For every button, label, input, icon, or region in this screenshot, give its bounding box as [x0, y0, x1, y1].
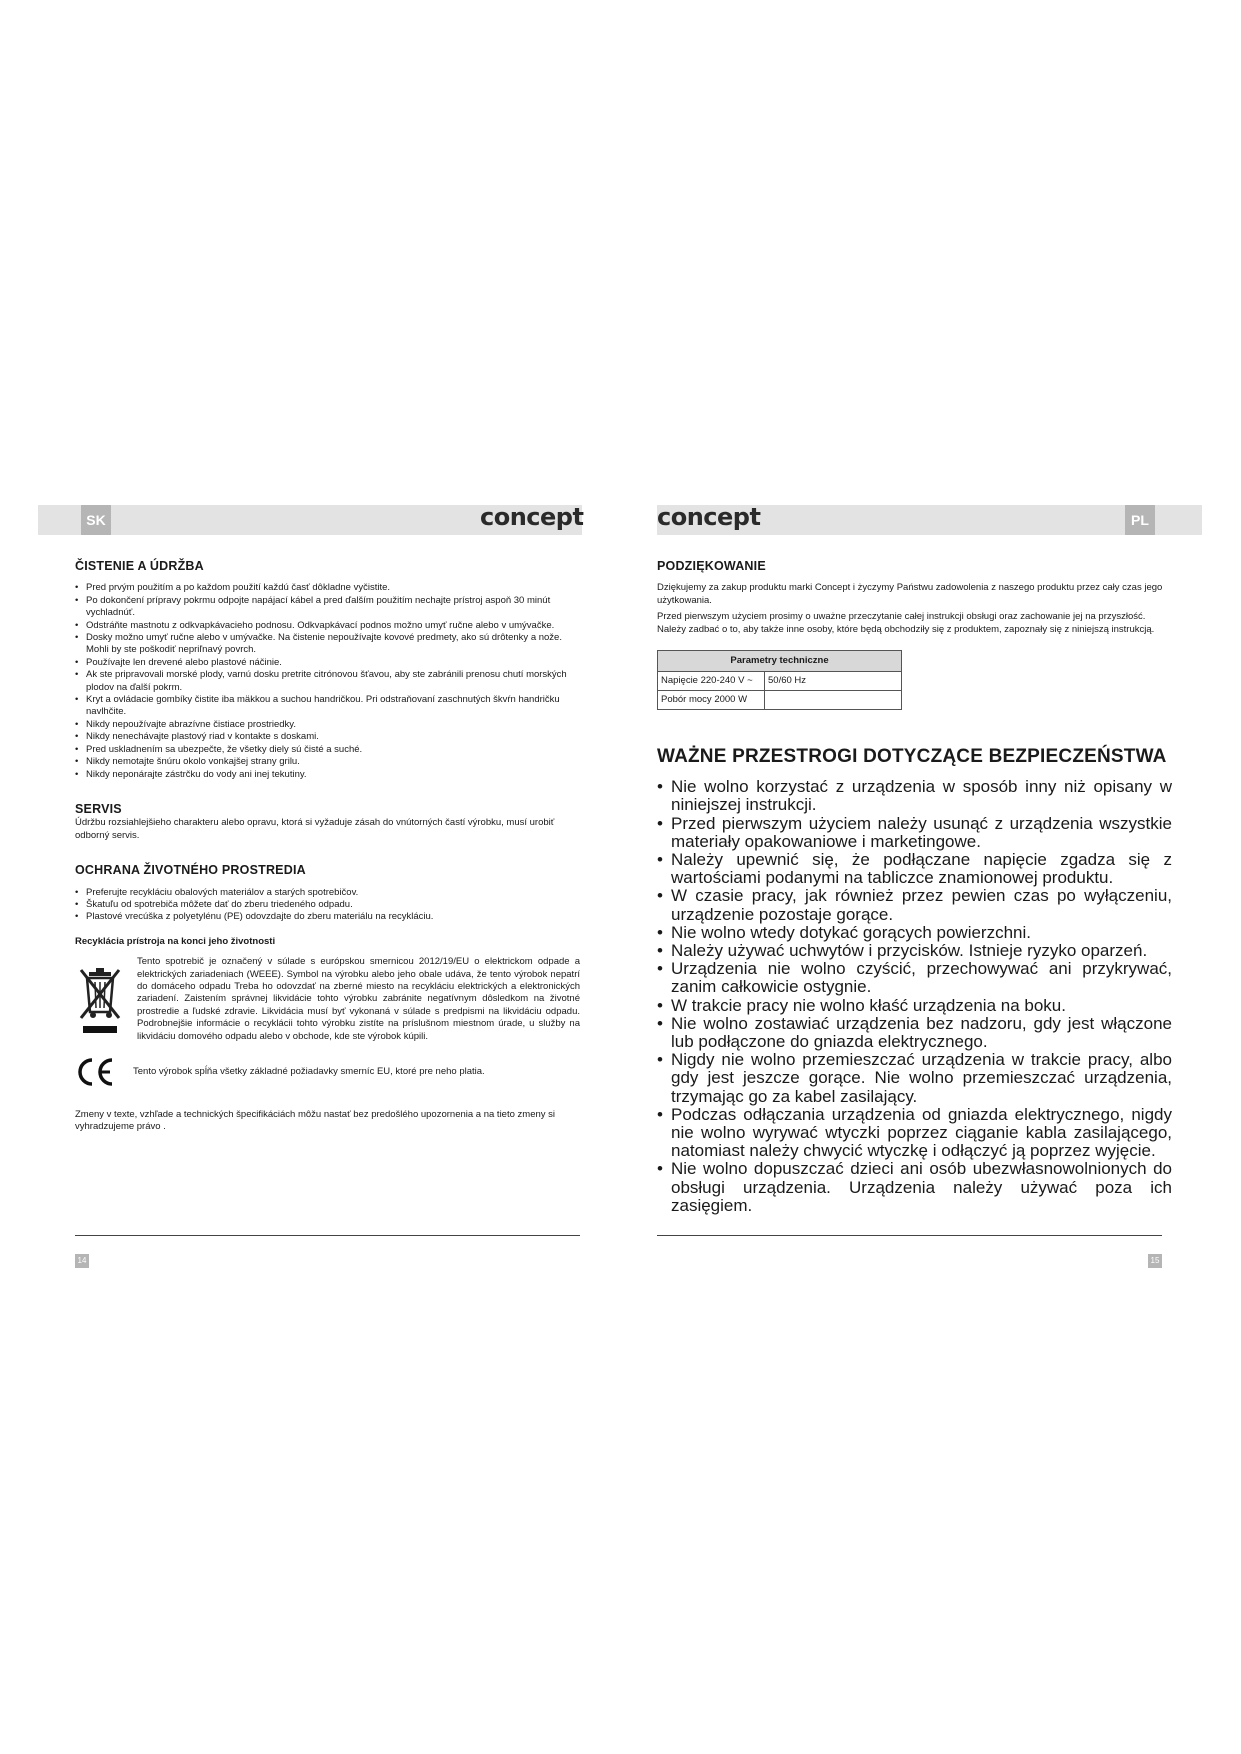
- list-item: • Należy upewnić się, że podłączane napięcie zgadza się z wartościami podanymi na tabliczce znamionowej produktu.: [657, 851, 1172, 887]
- list-item: • Nie wolno zostawiać urządzenia bez nadzoru, gdy jest włączone lub podłączone do gniazda elektrycznego.: [657, 1015, 1172, 1051]
- list-item: • Používajte len drevené alebo plastové náčinie.: [75, 657, 580, 669]
- params-table-title: Parametry techniczne: [658, 651, 902, 672]
- safety-heading: WAŻNE PRZESTROGI DOTYCZĄCE BEZPIECZEŃSTWA: [657, 746, 1167, 767]
- ce-block: [75, 1057, 580, 1087]
- thanks-paragraph-1: Dziękujemy za zakup produktu marki Concept i życzymy Państwu zadowolenia z naszego produktu przez cały czas jego użytkowania.: [657, 582, 1163, 606]
- service-text: Údržbu rozsiahlejšieho charakteru alebo opravu, ktorá si vyžaduje zásah do vnútorných častí výrobku, musí urobiť odborný servis.: [75, 817, 555, 841]
- list-item: • Nigdy nie wolno przemieszczać urządzenia w trakcie pracy, albo gdy jest jeszcze gorące. Nie wolno przemieszczać urządzenia, trzymając go za kabel zasilający.: [657, 1051, 1172, 1106]
- list-item: • Plastové vrecúška z polyetylénu (PE) odovzdajte do zberu materiálu na recykláciu.: [75, 911, 580, 923]
- list-item: • Nikdy neponárajte zástrčku do vody ani inej tekutiny.: [75, 769, 580, 781]
- footer-rule-left: [75, 1235, 580, 1236]
- list-item: • Pred uskladnením sa ubezpečte, že všetky diely sú čisté a suché.: [75, 744, 580, 756]
- table-cell: Pobór mocy 2000 W: [658, 691, 765, 710]
- list-item: • W czasie pracy, jak również przez pewien czas po wyłączeniu, urządzenie pozostaje gorące.: [657, 887, 1172, 923]
- page-number-right: 15: [1148, 1254, 1162, 1268]
- concept-logo-left: concept: [480, 503, 584, 531]
- language-badge-sk: SK: [81, 505, 111, 535]
- environment-list: [75, 887, 580, 924]
- changes-text: Zmeny v texte, vzhľade a technických špecifikáciách môžu nastať bez predošlého upozornenia a na tieto zmeny si vyhradzujeme právo .: [75, 1109, 556, 1133]
- list-item: • Nikdy nenechávajte plastový riad v kontakte s doskami.: [75, 731, 580, 743]
- list-item: • Škatuľu od spotrebiča môžete dať do zberu triedeného odpadu.: [75, 899, 580, 911]
- page-number-left: 14: [75, 1254, 89, 1268]
- list-item: • Urządzenia nie wolno czyścić, przechowywać ani przykrywać, zanim całkowicie ostygnie.: [657, 960, 1172, 996]
- table-row: [658, 691, 902, 710]
- weee-bin-icon: [75, 964, 125, 1036]
- list-item: • Odstráňte mastnotu z odkvapkávacieho podnosu. Odkvapkávací podnos možno umyť ručne alebo v umývačke.: [75, 620, 580, 632]
- list-item: • Nikdy nepoužívajte abrazívne čistiace prostriedky.: [75, 719, 580, 731]
- params-table: [657, 650, 902, 710]
- list-item: • Nie wolno wtedy dotykać gorących powierzchni.: [657, 924, 1172, 942]
- safety-list: [657, 778, 1172, 1215]
- ce-mark-icon: [75, 1057, 115, 1087]
- list-item: • Ak ste pripravovali morské plody, varnú dosku pretrite citrónovou šťavou, aby ste zabránili prenosu chutí morských plodov na ďalší pokrm.: [75, 669, 580, 694]
- recycling-text: Tento spotrebič je označený v súlade s európskou smernicou 2012/19/EU o elektrickom odpade a elektrických zariadeniach (WEEE). Symbol na výrobku alebo jeho obale udáva, že tento výrobok nepatrí do domáceho odpadu Treba ho odovzdať na zberné miesto na recykláciu elektrických a elektronických zariadení. Zaistením správnej likvidácie tohto výrobku zabránite negatívnym dôsledkom na životné prostredie a ľudské zdravie. Likvidácia musí byť vykonaná v súlade s predpismi na likvidáciu odpadu. Podrobnejšie informácie o recyklácii tohto výrobku zistíte na príslušnom miestnom úrade, u služby na likvidáciu domového odpadu alebo v obchode, kde ste výrobok kúpili.: [137, 956, 580, 1042]
- thanks-paragraph-2: Przed pierwszym użyciem prosimy o uważne przeczytanie całej instrukcji obsługi oraz zachowanie jej na przyszłość. Należy zadbać o to, aby także inne osoby, które będą obchodziły się z produktem, zapoznały się z niniejszą instrukcją.: [657, 611, 1155, 635]
- right-page-content: [657, 560, 1172, 710]
- table-cell: Napięcie 220-240 V ~: [658, 672, 765, 691]
- safety-section: [657, 748, 1172, 1215]
- list-item: • Podczas odłączania urządzenia od gniazda elektrycznego, nigdy nie wolno wyrywać wtyczki poprzez ciąganie kabla zasilającego, natomiast należy chwycić wtyczkę i odłączyć ją poprzez wyjęcie.: [657, 1106, 1172, 1161]
- list-item: • Nie wolno dopuszczać dzieci ani osób ubezwłasnowolnionych do obsługi urządzenia. Urządzenia należy używać poza ich zasięgiem.: [657, 1160, 1172, 1215]
- recycling-heading: Recyklácia prístroja na konci jeho životnosti: [75, 935, 276, 947]
- list-item: • Preferujte recykláciu obalových materiálov a starých spotrebičov.: [75, 887, 580, 899]
- list-item: • W trakcie pracy nie wolno kłaść urządzenia na boku.: [657, 997, 1172, 1015]
- footer-rule-right: [657, 1235, 1162, 1236]
- list-item: • Dosky možno umyť ručne alebo v umývačke. Na čistenie nepoužívajte kovové predmety, ako sú drôtenky a nože. Mohli by ste poškodiť nepriľnavý povrch.: [75, 632, 580, 657]
- service-heading: SERVIS: [75, 801, 122, 816]
- cleaning-list: [75, 582, 580, 781]
- environment-heading: OCHRANA ŽIVOTNÉHO PROSTREDIA: [75, 863, 306, 878]
- table-cell: 50/60 Hz: [765, 672, 902, 691]
- list-item: • Kryt a ovládacie gombíky čistite iba mäkkou a suchou handričkou. Pri odstraňovaní zaschnutých škvŕn handričku navlhčite.: [75, 694, 580, 719]
- concept-logo-right: concept: [657, 503, 761, 531]
- table-row: [658, 672, 902, 691]
- thanks-heading: PODZIĘKOWANIE: [657, 559, 766, 573]
- ce-text: Tento výrobok spĺňa všetky základné požiadavky smerníc EU, ktoré pre neho platia.: [133, 1065, 485, 1077]
- cleaning-heading: ČISTENIE A ÚDRŽBA: [75, 559, 204, 573]
- left-page-content: [75, 560, 580, 1138]
- table-cell: [765, 691, 902, 710]
- list-item: • Przed pierwszym użyciem należy usunąć z urządzenia wszystkie materiały opakowaniowe i marketingowe.: [657, 815, 1172, 851]
- list-item: • Należy używać uchwytów i przycisków. Istnieje ryzyko oparzeń.: [657, 942, 1172, 960]
- recycling-block: [75, 956, 580, 1043]
- list-item: • Nikdy nemotajte šnúru okolo vonkajšej strany grilu.: [75, 756, 580, 768]
- language-badge-pl: PL: [1125, 505, 1155, 535]
- list-item: • Po dokončení prípravy pokrmu odpojte napájací kábel a pred ďalším použitím nechajte prístroj aspoň 30 minút vychladnúť.: [75, 595, 580, 620]
- list-item: • Nie wolno korzystać z urządzenia w sposób inny niż opisany w niniejszej instrukcji.: [657, 778, 1172, 814]
- list-item: • Pred prvým použitím a po každom použití každú časť dôkladne vyčistite.: [75, 582, 580, 594]
